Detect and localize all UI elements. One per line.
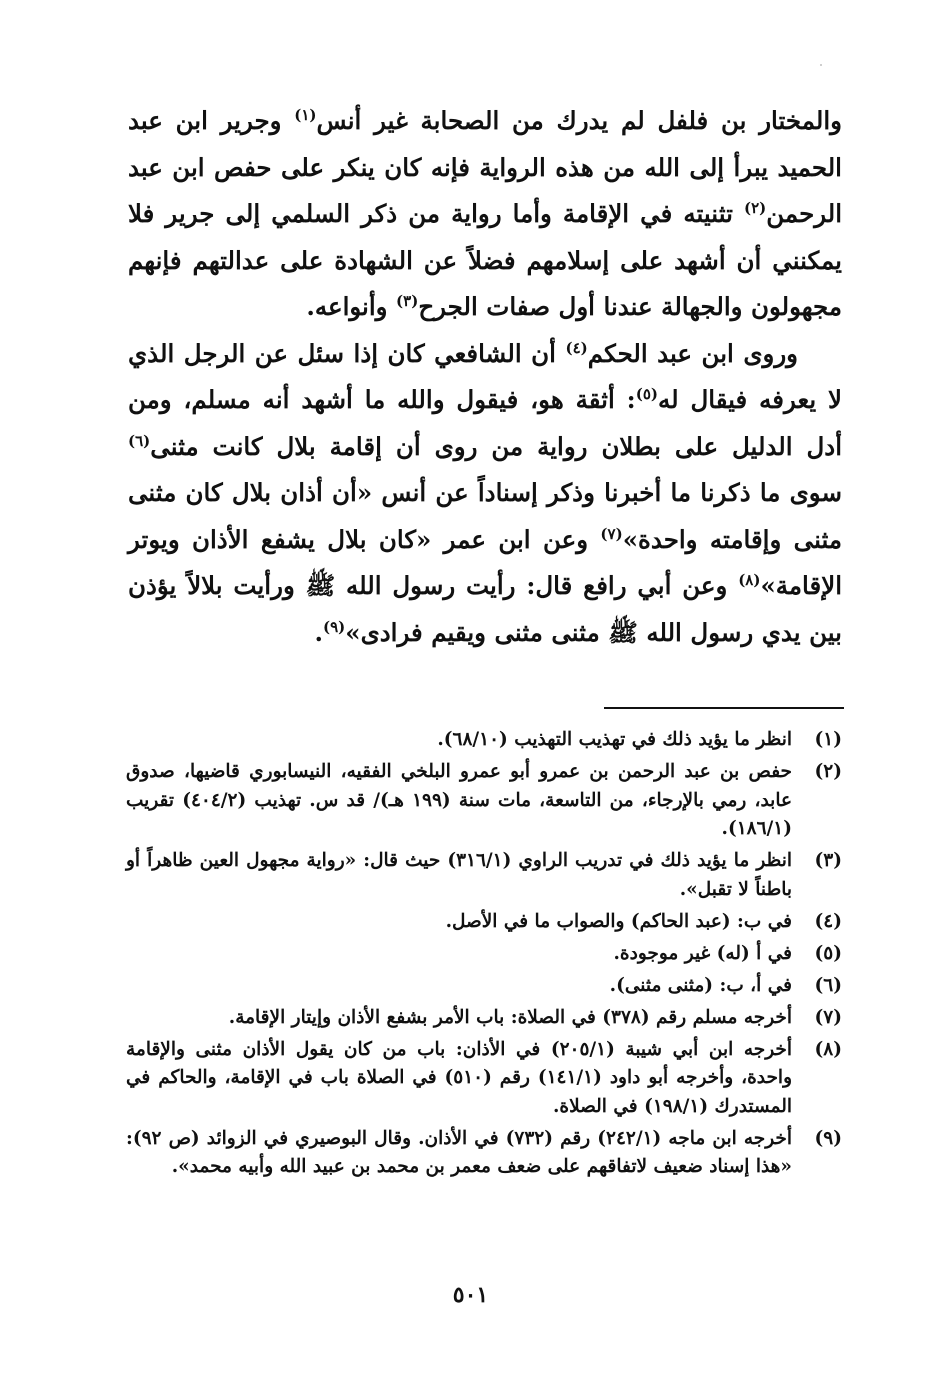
body-text-segment: والمختار بن فلفل لم يدرك من الصحابة غير أنس	[316, 106, 842, 135]
body-text-segment: تثنيته في الإقامة وأما رواية من ذكر السلمي إلى جرير فلا يمكنني أن أشهد على إسلامهم فضلاً عن الشهادة على عدالتهم فإنهم مجهولون والجهالة عندنا أول صفات الجرح	[128, 199, 842, 321]
footnote-number: (٩)	[814, 1127, 842, 1149]
footnote-reference[interactable]: (٤)	[565, 338, 588, 357]
footnote-reference[interactable]: (٢)	[743, 198, 767, 217]
footnote-number: (٣)	[814, 850, 842, 871]
footnote-text: في أ، ب: (مثنى مثنى).	[609, 974, 792, 996]
footnote-reference[interactable]: (٥)	[635, 384, 658, 403]
footnote-item	[126, 726, 842, 755]
footnote-text: انظر ما يؤيد ذلك في تدريب الراوي (٣١٦/١) حيث قال: «رواية مجهول العين ظاهراً أو باطناً لا تقبل».	[126, 850, 792, 900]
footnote-item	[126, 758, 842, 844]
footnote-text: أخرجه ابن أبي شيبة (٢٠٥/١) في الأذان: باب من كان يقول الأذان مثنى والإقامة واحدة، وأخرجه أبو داود (١٤١/١) رقم (٥١٠) في الصلاة باب في الإقامة، والحاكم في المستدرك (١٩٨/١) في الصلاة.	[126, 1038, 793, 1117]
footnote-reference[interactable]: (٣)	[396, 291, 419, 310]
footnote-reference[interactable]: (٦)	[128, 431, 151, 450]
footnote-number: (٧)	[814, 1006, 842, 1028]
footnote-text: أخرجه مسلم رقم (٣٧٨) في الصلاة: باب الأمر بشفع الأذان وإيتار الإقامة.	[228, 1006, 792, 1028]
footnote-number: (٦)	[814, 974, 842, 996]
footnote-reference[interactable]: (١)	[294, 105, 317, 124]
footnote-number: (٢)	[814, 761, 842, 782]
body-text-segment: .	[314, 617, 323, 647]
footnote-reference[interactable]: (٩)	[322, 617, 346, 636]
body-text-segment: وجرير ابن عبد الحميد يبرأ إلى الله من هذه الرواية فإنه كان ينكر على حفص ابن عبد الرحمن	[128, 106, 842, 228]
footnote-separator-rule	[604, 707, 844, 709]
footnote-text: انظر ما يؤيد ذلك في تهذيب التهذيب (٦٨/١٠).	[437, 729, 792, 750]
footnote-item	[126, 972, 842, 1001]
footnote-item	[126, 847, 842, 904]
body-paragraph	[128, 331, 842, 657]
footnote-text: أخرجه ابن ماجه (٢٤٢/١) رقم (٧٣٢) في الأذان. وقال البوصيري في الزوائد (ص ٩٢): «هذا إسناد ضعيف لاتفاقهم على ضعف معمر بن محمد بن عبيد الله وأبيه محمد».	[126, 1127, 792, 1177]
body-text-segment: وعن ابن عمر «كان بلال يشفع الأذان ويوتر الإقامة»	[128, 524, 842, 600]
footnote-item	[126, 940, 842, 969]
footnote-item	[126, 908, 842, 937]
footnote-number: (٤)	[814, 910, 842, 932]
footnote-text: في ب: (عبد الحاكم) والصواب ما في الأصل.	[445, 910, 792, 932]
body-text-segment: وروى ابن عبد الحكم	[587, 338, 798, 368]
body-text-segment: أن الشافعي كان إذا سئل عن الرجل الذي لا يعرفه فيقال له	[128, 338, 842, 414]
body-text-segment: وأنواعه.	[306, 292, 397, 321]
footnote-item	[126, 1036, 842, 1122]
footnote-reference[interactable]: (٧)	[600, 524, 623, 543]
page-number: ٥٠١	[452, 1282, 489, 1308]
footnote-text: في أ (له) غير موجودة.	[613, 942, 792, 964]
body-paragraph	[128, 98, 842, 331]
body-text-segment: وعن أبي رافع قال: رأيت رسول الله ﷺ ورأيت بلالاً يؤذن بين يدي رسول الله ﷺ مثنى مثنى ويقيم فرادى»	[128, 571, 842, 647]
main-text-body	[128, 98, 842, 656]
footnote-reference[interactable]: (٨)	[738, 570, 761, 589]
footnote-text: حفص بن عبد الرحمن بن عمرو أبو عمرو البلخي الفقيه، النيسابوري قاضيها، صدوق عابد، رمي بالإرجاء، من التاسعة، مات سنة (١٩٩ هـ)/ قد س. تهذيب (٤٠٤/٢) تقريب (١٨٦/١).	[126, 761, 792, 839]
footnote-number: (٨)	[814, 1038, 842, 1060]
footnote-number: (١)	[814, 729, 842, 750]
body-text-segment: سوى ما ذكرنا ما أخبرنا وذكر إسناداً عن أنس «أن أذان بلال كان مثنى مثنى وإقامته واحدة»	[128, 478, 842, 554]
body-text-segment: : أثقة هو، فيقول والله ما أشهد أنه مسلم، ومن أدل الدليل على بطلان رواية من روى أن إقامة بلال كانت مثنى	[128, 385, 842, 461]
footnotes-list	[126, 726, 842, 1185]
footnote-number: (٥)	[814, 942, 842, 964]
scan-speck	[820, 64, 822, 66]
footnote-item	[126, 1004, 842, 1033]
footnote-item	[126, 1125, 842, 1182]
